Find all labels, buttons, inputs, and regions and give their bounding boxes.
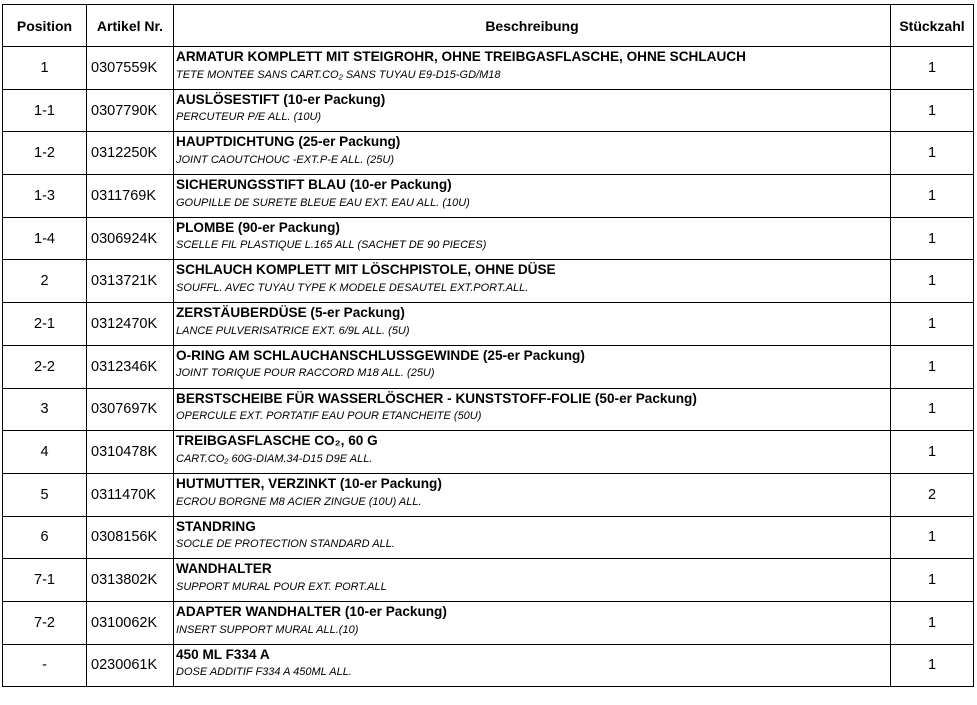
position-cell: 4 xyxy=(3,431,87,474)
description-french: ECROU BORGNE M8 ACIER ZINGUE (10U) ALL. xyxy=(176,495,422,508)
description-french: JOINT TORIQUE POUR RACCORD M18 ALL. (25U) xyxy=(176,367,435,380)
position-cell: 1-1 xyxy=(3,89,87,132)
table-row xyxy=(3,388,974,431)
quantity-cell: 1 xyxy=(891,559,974,602)
description-cell xyxy=(174,89,891,132)
table-header-row xyxy=(3,5,974,47)
position-cell: 7-2 xyxy=(3,601,87,644)
article-number-cell: 0307697K xyxy=(87,388,174,431)
column-header-beschreibung: Beschreibung xyxy=(174,5,891,47)
position-cell: 7-1 xyxy=(3,559,87,602)
position-cell: 2 xyxy=(3,260,87,303)
description-cell xyxy=(174,345,891,388)
description-german: SCHLAUCH KOMPLETT MIT LÖSCHPISTOLE, OHNE DÜSE xyxy=(176,262,556,278)
position-cell: - xyxy=(3,644,87,687)
quantity-cell: 1 xyxy=(891,644,974,687)
table-row xyxy=(3,345,974,388)
article-number-cell: 0311769K xyxy=(87,175,174,218)
table-row xyxy=(3,473,974,516)
description-cell xyxy=(174,601,891,644)
column-header-artikel: Artikel Nr. xyxy=(87,5,174,47)
table-row xyxy=(3,217,974,260)
description-cell xyxy=(174,644,891,687)
description-french: DOSE ADDITIF F334 A 450ML ALL. xyxy=(176,666,352,679)
description-german: WANDHALTER xyxy=(176,561,272,577)
description-cell xyxy=(174,516,891,559)
description-cell xyxy=(174,260,891,303)
description-french: PERCUTEUR P/E ALL. (10U) xyxy=(176,111,322,124)
description-cell xyxy=(174,388,891,431)
table-row xyxy=(3,303,974,346)
description-cell xyxy=(174,431,891,474)
description-french: GOUPILLE DE SURETE BLEUE EAU EXT. EAU ALL. (10U) xyxy=(176,196,470,209)
article-number-cell: 0310478K xyxy=(87,431,174,474)
article-number-cell: 0307790K xyxy=(87,89,174,132)
table-row xyxy=(3,559,974,602)
description-german: AUSLÖSESTIFT (10-er Packung) xyxy=(176,91,386,107)
article-number-cell: 0312346K xyxy=(87,345,174,388)
description-cell xyxy=(174,47,891,90)
description-german: HUTMUTTER, VERZINKT (10-er Packung) xyxy=(176,475,442,491)
table-row xyxy=(3,431,974,474)
article-number-cell: 0307559K xyxy=(87,47,174,90)
quantity-cell: 1 xyxy=(891,217,974,260)
quantity-cell: 1 xyxy=(891,388,974,431)
quantity-cell: 2 xyxy=(891,473,974,516)
position-cell: 3 xyxy=(3,388,87,431)
quantity-cell: 1 xyxy=(891,601,974,644)
quantity-cell: 1 xyxy=(891,516,974,559)
table-row xyxy=(3,601,974,644)
column-header-stueckzahl: Stückzahl xyxy=(891,5,974,47)
quantity-cell: 1 xyxy=(891,175,974,218)
description-cell xyxy=(174,473,891,516)
article-number-cell: 0313802K xyxy=(87,559,174,602)
description-french: JOINT CAOUTCHOUC -EXT.P-E ALL. (25U) xyxy=(176,154,394,166)
quantity-cell: 1 xyxy=(891,47,974,90)
article-number-cell: 0310062K xyxy=(87,601,174,644)
article-number-cell: 0306924K xyxy=(87,217,174,260)
description-german: O-RING AM SCHLAUCHANSCHLUSSGEWINDE (25-er Packung) xyxy=(176,347,585,363)
table-row xyxy=(3,260,974,303)
quantity-cell: 1 xyxy=(891,303,974,346)
article-number-cell: 0312250K xyxy=(87,132,174,175)
position-cell: 6 xyxy=(3,516,87,559)
quantity-cell: 1 xyxy=(891,89,974,132)
article-number-cell: 0311470K xyxy=(87,473,174,516)
parts-table xyxy=(2,4,974,687)
description-french: SCELLE FIL PLASTIQUE L.165 ALL (SACHET DE 90 PIECES) xyxy=(176,239,487,252)
parts-list xyxy=(2,4,974,687)
description-cell xyxy=(174,175,891,218)
description-cell xyxy=(174,217,891,260)
description-german: 450 ML F334 A xyxy=(176,646,270,662)
quantity-cell: 1 xyxy=(891,431,974,474)
position-cell: 5 xyxy=(3,473,87,516)
quantity-cell: 1 xyxy=(891,260,974,303)
column-header-position: Position xyxy=(3,5,87,47)
table-row xyxy=(3,516,974,559)
description-german: ARMATUR KOMPLETT MIT STEIGROHR, OHNE TREIBGASFLASCHE, OHNE SCHLAUCH xyxy=(176,49,746,64)
article-number-cell: 0312470K xyxy=(87,303,174,346)
position-cell: 1 xyxy=(3,47,87,90)
position-cell: 1-2 xyxy=(3,132,87,175)
description-french: INSERT SUPPORT MURAL ALL.(10) xyxy=(176,623,359,636)
article-number-cell: 0313721K xyxy=(87,260,174,303)
description-german: ZERSTÄUBERDÜSE (5-er Packung) xyxy=(176,305,405,321)
description-french: OPERCULE EXT. PORTATIF EAU POUR ETANCHEITE (50U) xyxy=(176,410,482,423)
description-german: HAUPTDICHTUNG (25-er Packung) xyxy=(176,134,401,150)
quantity-cell: 1 xyxy=(891,345,974,388)
description-french: TETE MONTEE SANS CART.CO₂ SANS TUYAU E9-D15-GD/M18 xyxy=(176,68,501,81)
position-cell: 1-3 xyxy=(3,175,87,218)
quantity-cell: 1 xyxy=(891,132,974,175)
description-cell xyxy=(174,303,891,346)
description-french: CART.CO₂ 60G-DIAM.34-D15 D9E ALL. xyxy=(176,452,373,465)
description-german: SICHERUNGSSTIFT BLAU (10-er Packung) xyxy=(176,177,452,193)
description-french: LANCE PULVERISATRICE EXT. 6/9L ALL. (5U) xyxy=(176,324,410,337)
description-german: TREIBGASFLASCHE CO₂, 60 G xyxy=(176,433,378,449)
description-french: SOUFFL. AVEC TUYAU TYPE K MODELE DESAUTEL EXT.PORT.ALL. xyxy=(176,282,529,295)
table-row xyxy=(3,175,974,218)
description-german: ADAPTER WANDHALTER (10-er Packung) xyxy=(176,603,447,619)
position-cell: 1-4 xyxy=(3,217,87,260)
table-row xyxy=(3,132,974,175)
description-cell xyxy=(174,559,891,602)
description-german: BERSTSCHEIBE FÜR WASSERLÖSCHER - KUNSTSTOFF-FOLIE (50-er Packung) xyxy=(176,390,697,406)
description-german: PLOMBE (90-er Packung) xyxy=(176,219,340,235)
position-cell: 2-1 xyxy=(3,303,87,346)
description-french: SUPPORT MURAL POUR EXT. PORT.ALL xyxy=(176,580,387,593)
table-row xyxy=(3,47,974,90)
description-cell xyxy=(174,132,891,175)
description-french: SOCLE DE PROTECTION STANDARD ALL. xyxy=(176,538,395,551)
article-number-cell: 0230061K xyxy=(87,644,174,687)
article-number-cell: 0308156K xyxy=(87,516,174,559)
table-row xyxy=(3,644,974,687)
position-cell: 2-2 xyxy=(3,345,87,388)
description-german: STANDRING xyxy=(176,518,256,534)
table-row xyxy=(3,89,974,132)
